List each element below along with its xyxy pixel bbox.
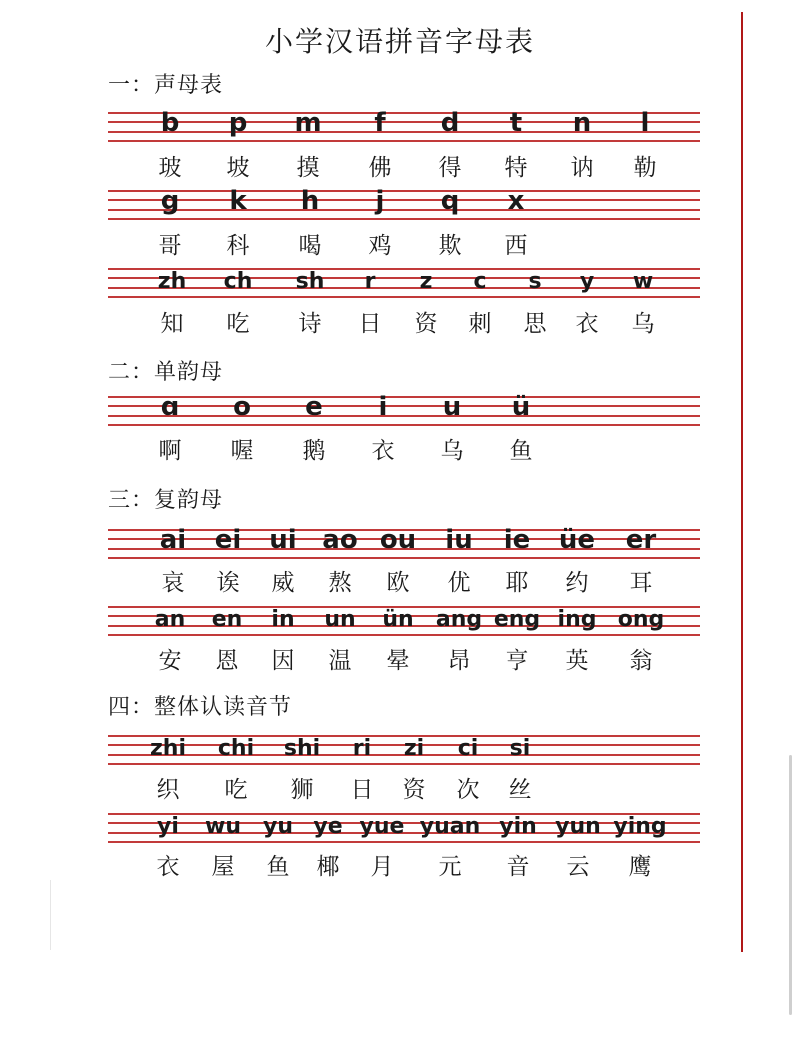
example-character: 啊 bbox=[158, 438, 182, 464]
example-character: 衣 bbox=[575, 311, 599, 337]
pinyin-syllable: r bbox=[364, 269, 376, 294]
pinyin-syllable: ie bbox=[503, 525, 531, 555]
pinyin-syllable: d bbox=[440, 108, 460, 138]
pinyin-syllable: ch bbox=[223, 269, 253, 294]
example-character: 熬 bbox=[328, 570, 352, 596]
example-character: 摸 bbox=[296, 155, 320, 181]
pinyin-syllable: an bbox=[154, 607, 186, 632]
example-character: 鱼 bbox=[266, 854, 290, 880]
pinyin-syllable: t bbox=[509, 108, 523, 138]
example-character: 衣 bbox=[371, 438, 395, 464]
example-character: 喔 bbox=[230, 438, 254, 464]
example-character: 鹰 bbox=[628, 854, 652, 880]
pinyin-syllable: ai bbox=[159, 525, 187, 555]
pinyin-syllable: h bbox=[300, 186, 320, 216]
character-row bbox=[0, 775, 800, 805]
pinyin-row bbox=[0, 392, 800, 426]
example-character: 次 bbox=[456, 777, 480, 803]
example-character: 欺 bbox=[438, 233, 462, 259]
example-character: 知 bbox=[160, 311, 184, 337]
pinyin-syllable: en bbox=[211, 607, 243, 632]
pinyin-syllable: j bbox=[375, 186, 385, 216]
pinyin-row bbox=[0, 813, 800, 843]
page-title: 小学汉语拼音字母表 bbox=[264, 25, 535, 58]
pinyin-syllable: o bbox=[233, 392, 251, 422]
pinyin-syllable: s bbox=[528, 269, 542, 294]
example-character: 椰 bbox=[316, 854, 340, 880]
pinyin-syllable: x bbox=[507, 186, 525, 216]
example-character: 欧 bbox=[386, 570, 410, 596]
pinyin-syllable: yue bbox=[359, 814, 405, 839]
pinyin-syllable: üe bbox=[558, 525, 596, 555]
example-character: 特 bbox=[504, 155, 528, 181]
pinyin-syllable: er bbox=[625, 525, 657, 555]
character-row bbox=[0, 309, 800, 339]
example-character: 鸡 bbox=[368, 233, 392, 259]
pinyin-syllable: e bbox=[305, 392, 323, 422]
example-character: 因 bbox=[271, 648, 295, 674]
pinyin-syllable: zhi bbox=[149, 736, 187, 761]
example-character: 安 bbox=[158, 648, 182, 674]
pinyin-syllable: ou bbox=[379, 525, 417, 555]
pinyin-syllable: k bbox=[229, 186, 247, 216]
section-heading: 四：整体认读音节 bbox=[108, 695, 293, 720]
example-character: 得 bbox=[438, 155, 462, 181]
example-character: 佛 bbox=[368, 155, 392, 181]
example-character: 英 bbox=[565, 648, 589, 674]
example-character: 晕 bbox=[386, 648, 410, 674]
pinyin-syllable: si bbox=[509, 736, 531, 761]
example-character: 耶 bbox=[505, 570, 529, 596]
section-heading: 三：复韵母 bbox=[108, 488, 224, 513]
example-character: 诶 bbox=[216, 570, 240, 596]
example-character: 乌 bbox=[631, 311, 655, 337]
pinyin-syllable: ao bbox=[322, 525, 358, 555]
pinyin-syllable: m bbox=[294, 108, 322, 138]
pinyin-syllable: ui bbox=[269, 525, 297, 555]
pinyin-syllable: b bbox=[160, 108, 180, 138]
example-character: 鱼 bbox=[509, 438, 533, 464]
pinyin-syllable: ri bbox=[352, 736, 372, 761]
example-character: 喝 bbox=[298, 233, 322, 259]
pinyin-syllable: i bbox=[378, 392, 388, 422]
pinyin-syllable: ɑ bbox=[160, 392, 180, 422]
example-character: 温 bbox=[328, 648, 352, 674]
pinyin-syllable: chi bbox=[217, 736, 255, 761]
example-character: 织 bbox=[156, 777, 180, 803]
pinyin-syllable: ü bbox=[511, 392, 531, 422]
example-character: 日 bbox=[358, 311, 382, 337]
pinyin-syllable: iu bbox=[445, 525, 473, 555]
pinyin-row bbox=[0, 735, 800, 765]
character-row bbox=[0, 646, 800, 676]
pinyin-syllable: q bbox=[440, 186, 460, 216]
section-heading: 一：声母表 bbox=[108, 73, 224, 98]
example-character: 月 bbox=[370, 854, 394, 880]
pinyin-syllable: ang bbox=[435, 607, 483, 632]
example-character: 元 bbox=[438, 854, 462, 880]
example-character: 耳 bbox=[629, 570, 653, 596]
pinyin-syllable: c bbox=[473, 269, 487, 294]
pinyin-syllable: p bbox=[228, 108, 248, 138]
pinyin-syllable: yuan bbox=[419, 814, 481, 839]
pinyin-syllable: yin bbox=[499, 814, 537, 839]
pinyin-syllable: wu bbox=[205, 814, 241, 839]
pinyin-syllable: ün bbox=[382, 607, 414, 632]
pinyin-syllable: ci bbox=[457, 736, 479, 761]
example-character: 屋 bbox=[211, 854, 235, 880]
example-character: 威 bbox=[271, 570, 295, 596]
example-character: 玻 bbox=[158, 155, 182, 181]
example-character: 衣 bbox=[156, 854, 180, 880]
example-character: 资 bbox=[402, 777, 426, 803]
example-character: 云 bbox=[566, 854, 590, 880]
pinyin-syllable: w bbox=[632, 269, 654, 294]
example-character: 乌 bbox=[440, 438, 464, 464]
pinyin-syllable: yi bbox=[157, 814, 179, 839]
pinyin-syllable: shi bbox=[283, 736, 321, 761]
example-character: 吃 bbox=[224, 777, 248, 803]
pinyin-syllable: ye bbox=[313, 814, 343, 839]
example-character: 西 bbox=[504, 233, 528, 259]
example-character: 丝 bbox=[508, 777, 532, 803]
pinyin-syllable: ying bbox=[613, 814, 667, 839]
example-character: 刺 bbox=[468, 311, 492, 337]
character-row bbox=[0, 568, 800, 598]
example-character: 日 bbox=[350, 777, 374, 803]
character-row bbox=[0, 852, 800, 882]
example-character: 鹅 bbox=[302, 438, 326, 464]
example-character: 科 bbox=[226, 233, 250, 259]
example-character: 讷 bbox=[570, 155, 594, 181]
pinyin-syllable: yu bbox=[262, 814, 294, 839]
pinyin-syllable: l bbox=[640, 108, 650, 138]
pinyin-row bbox=[0, 186, 800, 220]
pinyin-syllable: eng bbox=[493, 607, 541, 632]
character-row bbox=[0, 231, 800, 261]
example-character: 诗 bbox=[298, 311, 322, 337]
pinyin-row bbox=[0, 268, 800, 298]
pinyin-row bbox=[0, 606, 800, 636]
example-character: 资 bbox=[414, 311, 438, 337]
pinyin-syllable: un bbox=[324, 607, 356, 632]
example-character: 哀 bbox=[161, 570, 185, 596]
pinyin-syllable: z bbox=[419, 269, 433, 294]
pinyin-row bbox=[0, 525, 800, 559]
example-character: 亨 bbox=[505, 648, 529, 674]
pinyin-syllable: zi bbox=[403, 736, 425, 761]
pinyin-syllable: y bbox=[579, 269, 595, 294]
example-character: 哥 bbox=[158, 233, 182, 259]
character-row bbox=[0, 153, 800, 183]
pinyin-syllable: u bbox=[442, 392, 462, 422]
example-character: 昂 bbox=[447, 648, 471, 674]
pinyin-syllable: f bbox=[374, 108, 386, 138]
example-character: 坡 bbox=[226, 155, 250, 181]
example-character: 吃 bbox=[226, 311, 250, 337]
example-character: 狮 bbox=[290, 777, 314, 803]
example-character: 恩 bbox=[215, 648, 239, 674]
example-character: 翁 bbox=[629, 648, 653, 674]
pinyin-syllable: sh bbox=[295, 269, 325, 294]
character-row bbox=[0, 436, 800, 466]
example-character: 音 bbox=[506, 854, 530, 880]
pinyin-syllable: ei bbox=[214, 525, 242, 555]
pinyin-syllable: in bbox=[271, 607, 295, 632]
pinyin-syllable: n bbox=[572, 108, 592, 138]
example-character: 约 bbox=[565, 570, 589, 596]
example-character: 思 bbox=[523, 311, 547, 337]
pinyin-syllable: ing bbox=[557, 607, 597, 632]
pinyin-syllable: g bbox=[160, 186, 180, 216]
example-character: 优 bbox=[447, 570, 471, 596]
pinyin-syllable: ong bbox=[617, 607, 665, 632]
pinyin-row bbox=[0, 108, 800, 142]
pinyin-syllable: zh bbox=[157, 269, 187, 294]
pinyin-syllable: yun bbox=[555, 814, 601, 839]
example-character: 勒 bbox=[633, 155, 657, 181]
page-edge bbox=[50, 880, 51, 950]
section-heading: 二：单韵母 bbox=[108, 360, 224, 385]
